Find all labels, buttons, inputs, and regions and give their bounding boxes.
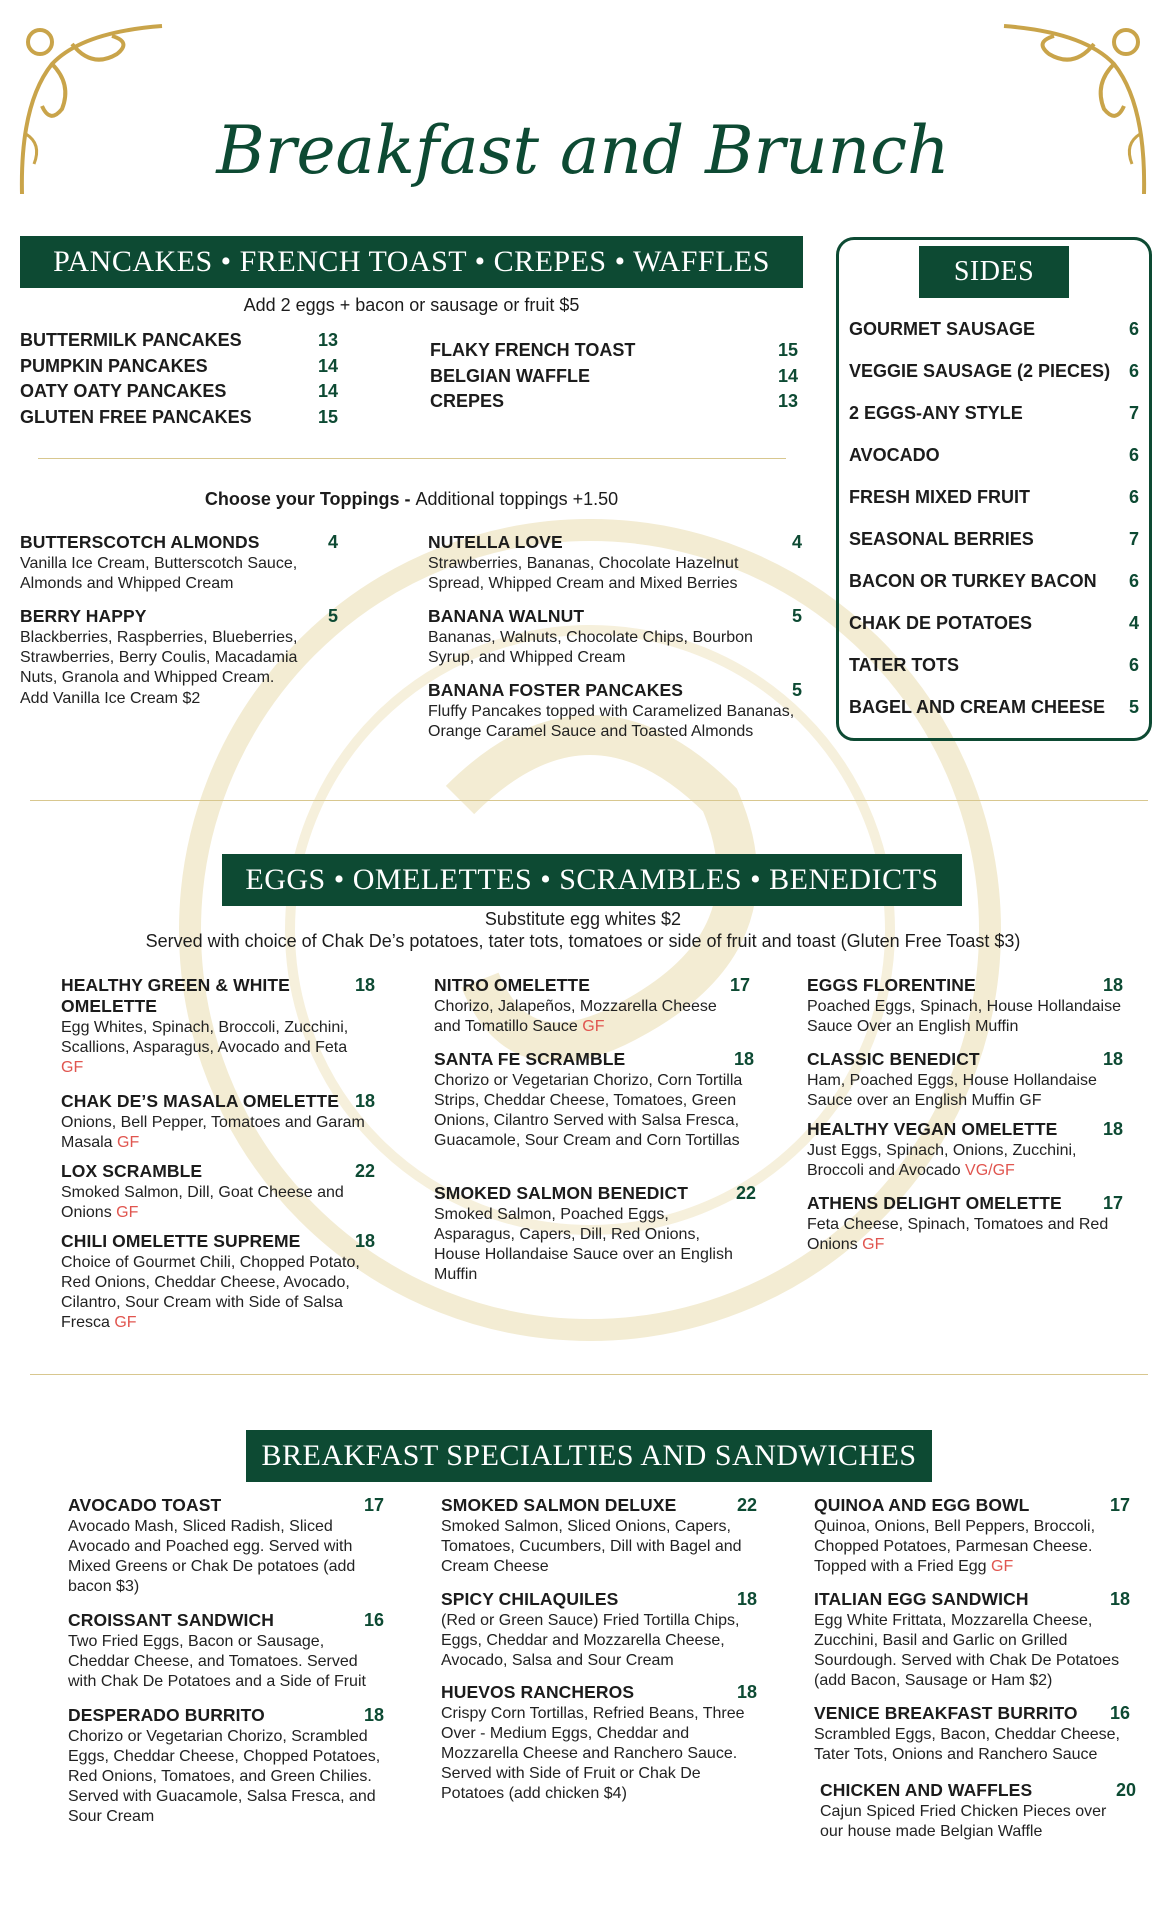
list-item xyxy=(849,529,1139,550)
item-price: 20 xyxy=(1115,1780,1136,1800)
description-text: Onions, Bell Pepper, Tomatoes and Garam Masala xyxy=(61,1114,365,1151)
item-name: AVOCADO TOAST xyxy=(68,1495,222,1515)
item-name: VENICE BREAKFAST BURRITO xyxy=(814,1703,1078,1723)
item-price: 18 xyxy=(1102,975,1123,995)
item-price: 18 xyxy=(1102,1049,1123,1069)
eggs-note-1: Substitute egg whites $2 xyxy=(484,909,682,929)
item-description: Smoked Salmon, Poached Eggs, Asparagus, Capers, Dill, Red Onions, House Hollandaise Sauce over an English Muffin xyxy=(434,1206,733,1283)
item-price: 22 xyxy=(736,1495,757,1515)
item-price: 5 xyxy=(1128,697,1139,717)
eggs-note-2: Served with choice of Chak De’s potatoes, tater tots, tomatoes or side of fruit and toast (Gluten Free Toast $3) xyxy=(145,931,1021,951)
item-name: SPICY CHILAQUILES xyxy=(441,1589,619,1609)
gf-badge: GF xyxy=(991,1558,1014,1575)
item-name: FLAKY FRENCH TOAST xyxy=(430,340,636,360)
item-description xyxy=(61,1253,371,1333)
list-item xyxy=(430,391,798,417)
item-description xyxy=(61,1113,375,1153)
item-name: CHICKEN AND WAFFLES xyxy=(820,1780,1033,1800)
divider xyxy=(30,1374,1148,1375)
item-price: 18 xyxy=(1109,1589,1130,1609)
item-name: VEGGIE SAUSAGE (2 PIECES) xyxy=(849,361,1111,381)
item-description: Two Fried Eggs, Bacon or Sausage, Cheddar Cheese, and Tomatoes. Served with Chak De Potatoes and a Side of Fruit xyxy=(68,1633,366,1690)
item-name: NITRO OMELETTE xyxy=(434,975,590,995)
item-name: QUINOA AND EGG BOWL xyxy=(814,1495,1030,1515)
list-item xyxy=(849,697,1139,718)
item-price: 18 xyxy=(354,1231,375,1251)
menu-item xyxy=(434,1049,754,1151)
item-price: 14 xyxy=(317,381,338,401)
item-name: GLUTEN FREE PANCAKES xyxy=(20,406,252,427)
description-text: Choice of Gourmet Chili, Chopped Potato, Red Onions, Cheddar Cheese, Avocado, Cilantro, Sour Cream with Side of Salsa Fresca xyxy=(61,1254,360,1331)
toppings-label-bold: Choose your Toppings - xyxy=(204,489,416,509)
sides-panel xyxy=(836,237,1152,741)
item-name: NUTELLA LOVE xyxy=(428,532,563,552)
item-description: Poached Eggs, Spinach, House Hollandaise Sauce Over an English Muffin xyxy=(807,998,1121,1035)
pancakes-left-list xyxy=(20,330,338,432)
list-item xyxy=(20,356,338,382)
item-price: 4 xyxy=(791,532,802,552)
item-description xyxy=(434,997,734,1037)
item-price: 6 xyxy=(1128,487,1139,507)
item-extra: Add Vanilla Ice Cream $2 xyxy=(20,690,201,707)
item-price: 18 xyxy=(1102,1119,1123,1139)
menu-item xyxy=(441,1589,757,1671)
item-price: 6 xyxy=(1128,319,1139,339)
item-price: 5 xyxy=(791,606,802,626)
item-description xyxy=(807,1215,1117,1255)
list-item xyxy=(20,330,338,356)
item-name: CHAK DE POTATOES xyxy=(849,613,1033,633)
item-price: 4 xyxy=(1128,613,1139,633)
item-price: 18 xyxy=(354,1091,375,1111)
item-description xyxy=(61,1183,351,1223)
item-name: CHAK DE’S MASALA OMELETTE xyxy=(61,1091,339,1111)
item-price: 7 xyxy=(1128,529,1139,549)
item-name: BANANA FOSTER PANCAKES xyxy=(428,680,683,700)
page-title: Breakfast and Brunch xyxy=(216,112,950,189)
item-description: Vanilla Ice Cream, Butterscotch Sauce, Almonds and Whipped Cream xyxy=(20,555,298,592)
menu-item xyxy=(20,532,338,594)
item-description xyxy=(814,1517,1114,1577)
pancakes-right-list xyxy=(430,340,798,417)
item-name: HEALTHY GREEN & WHITE OMELETTE xyxy=(61,975,290,1016)
item-price: 22 xyxy=(354,1161,375,1181)
menu-item xyxy=(807,975,1123,1037)
item-description: Chorizo or Vegetarian Chorizo, Scrambled Eggs, Cheddar Cheese, Chopped Potatoes, Red Onions, Tomatoes, and Green Chilies. Served with Guacamole, Salsa Fresca, and Sour Cream xyxy=(68,1728,381,1825)
description-text: Quinoa, Onions, Bell Peppers, Broccoli, Chopped Potatoes, Parmesan Cheese. Topped with a Fried Egg xyxy=(814,1518,1096,1575)
menu-item xyxy=(68,1705,384,1827)
item-description xyxy=(807,1141,1097,1181)
list-item xyxy=(849,655,1139,676)
item-name: SMOKED SALMON BENEDICT xyxy=(434,1183,689,1203)
description-text: Feta Cheese, Spinach, Tomatoes and Red Onions xyxy=(807,1216,1109,1253)
menu-item xyxy=(441,1682,757,1804)
item-description: Fluffy Pancakes topped with Caramelized Bananas, Orange Caramel Sauce and Toasted Almonds xyxy=(428,703,795,740)
toppings-label-rest: Additional toppings +1.50 xyxy=(415,489,619,509)
divider xyxy=(38,458,786,459)
list-item xyxy=(849,403,1139,424)
list-item xyxy=(849,487,1139,508)
list-item xyxy=(849,361,1139,382)
menu-item xyxy=(814,1589,1130,1691)
item-price: 17 xyxy=(729,975,750,995)
pancakes-note: Add 2 eggs + bacon or sausage or fruit $5 xyxy=(243,295,580,315)
item-price: 6 xyxy=(1128,571,1139,591)
item-name: BAGEL AND CREAM CHEESE xyxy=(849,697,1106,717)
item-price: 18 xyxy=(733,1049,754,1069)
gf-badge: GF xyxy=(582,1018,605,1035)
item-price: 18 xyxy=(736,1589,757,1609)
item-price: 16 xyxy=(363,1610,384,1630)
menu-item xyxy=(434,1183,756,1285)
menu-item xyxy=(61,1231,375,1333)
item-name: GOURMET SAUSAGE xyxy=(849,319,1036,339)
item-name: HEALTHY VEGAN OMELETTE xyxy=(807,1119,1058,1139)
menu-item xyxy=(807,1193,1123,1255)
gf-badge: GF xyxy=(61,1059,84,1076)
description-text: Egg Whites, Spinach, Broccoli, Zucchini, Scallions, Asparagus, Avocado and Feta xyxy=(61,1019,349,1056)
item-price: 5 xyxy=(327,606,338,626)
list-item xyxy=(849,571,1139,592)
item-description: Blackberries, Raspberries, Blueberries, Strawberries, Berry Coulis, Macadamia Nuts, Granola and Whipped Cream. xyxy=(20,629,298,686)
item-price: 15 xyxy=(317,406,338,427)
item-description: Egg White Frittata, Mozzarella Cheese, Zucchini, Basil and Garlic on Grilled Sourdough. Served with Chak De Potatoes (add Bacon, Sausage or Ham $2) xyxy=(814,1612,1120,1689)
item-description: Smoked Salmon, Sliced Onions, Capers, Tomatoes, Cucumbers, Dill with Bagel and Cream Cheese xyxy=(441,1518,742,1575)
list-item xyxy=(430,366,798,392)
item-description: Strawberries, Bananas, Chocolate Hazelnut Spread, Whipped Cream and Mixed Berries xyxy=(428,555,739,592)
menu-item xyxy=(434,975,750,1037)
item-price: 16 xyxy=(1109,1703,1130,1723)
menu-item xyxy=(814,1495,1130,1577)
item-name: CLASSIC BENEDICT xyxy=(807,1049,980,1069)
menu-item xyxy=(807,1119,1123,1181)
menu-item xyxy=(61,975,375,1078)
description-text: Just Eggs, Spinach, Onions, Zucchini, Broccoli and Avocado xyxy=(807,1142,1077,1179)
item-name: SMOKED SALMON DELUXE xyxy=(441,1495,677,1515)
item-name: HUEVOS RANCHEROS xyxy=(441,1682,635,1702)
item-price: 22 xyxy=(735,1183,756,1203)
item-name: BERRY HAPPY xyxy=(20,606,147,626)
menu-item xyxy=(814,1703,1130,1765)
description-text: Smoked Salmon, Dill, Goat Cheese and Onions xyxy=(61,1184,344,1221)
gf-badge: GF xyxy=(117,1134,140,1151)
eggs-header: EGGS • OMELETTES • SCRAMBLES • BENEDICTS xyxy=(222,854,962,906)
item-description: (Red or Green Sauce) Fried Tortilla Chips, Eggs, Cheddar and Mozzarella Cheese, Avocado, Salsa and Sour Cream xyxy=(441,1612,740,1669)
item-price: 13 xyxy=(317,330,338,350)
item-name: FRESH MIXED FRUIT xyxy=(849,487,1031,507)
item-price: 6 xyxy=(1128,361,1139,381)
item-description: Crispy Corn Tortillas, Refried Beans, Three Over - Medium Eggs, Cheddar and Mozzarella Cheese and Ranchero Sauce. Served with Side of Fruit or Chak De Potatoes (add chicken $4) xyxy=(441,1705,745,1802)
item-name: CREPES xyxy=(430,391,505,411)
item-price: 14 xyxy=(777,365,798,386)
item-description: Cajun Spiced Fried Chicken Pieces over our house made Belgian Waffle xyxy=(820,1803,1107,1840)
item-description: Avocado Mash, Sliced Radish, Sliced Avocado and Poached egg. Served with Mixed Greens or Chak De potatoes (add bacon $3) xyxy=(68,1518,356,1595)
item-name: SANTA FE SCRAMBLE xyxy=(434,1049,626,1069)
item-name: TATER TOTS xyxy=(849,655,959,675)
gf-badge: GF xyxy=(114,1314,137,1331)
item-price: 6 xyxy=(1128,445,1139,465)
list-item xyxy=(20,407,338,433)
item-name: BANANA WALNUT xyxy=(428,606,585,626)
item-price: 15 xyxy=(777,340,798,360)
item-name: 2 EGGS-ANY STYLE xyxy=(849,403,1023,423)
item-description: Bananas, Walnuts, Chocolate Chips, Bourbon Syrup, and Whipped Cream xyxy=(428,629,753,666)
item-price: 17 xyxy=(1109,1495,1130,1515)
menu-item xyxy=(68,1610,384,1692)
item-name: ITALIAN EGG SANDWICH xyxy=(814,1589,1029,1609)
item-price: 13 xyxy=(777,391,798,411)
gf-badge: GF xyxy=(862,1236,885,1253)
item-description xyxy=(61,1018,375,1078)
item-price: 14 xyxy=(317,355,338,376)
menu-item xyxy=(428,532,802,594)
toppings-label xyxy=(20,489,803,510)
item-price: 7 xyxy=(1128,403,1139,423)
item-name: CHILI OMELETTE SUPREME xyxy=(61,1231,301,1251)
item-price: 18 xyxy=(363,1705,384,1725)
menu-item xyxy=(61,1091,375,1153)
item-description: Chorizo or Vegetarian Chorizo, Corn Tortilla Strips, Cheddar Cheese, Tomatoes, Green Onions, Cilantro Served with Salsa Fresca, Guacamole, Sour Cream and Corn Tortillas xyxy=(434,1072,743,1149)
menu-item xyxy=(428,606,802,668)
sides-header: SIDES xyxy=(919,246,1069,298)
menu-item xyxy=(20,606,338,709)
specialties-header: BREAKFAST SPECIALTIES AND SANDWICHES xyxy=(246,1430,932,1482)
item-name: LOX SCRAMBLE xyxy=(61,1161,203,1181)
gf-badge: GF xyxy=(116,1204,139,1221)
item-name: ATHENS DELIGHT OMELETTE xyxy=(807,1193,1062,1213)
vg-gf-badge: VG/GF xyxy=(965,1162,1015,1179)
menu-item xyxy=(68,1495,384,1597)
item-price: 17 xyxy=(363,1495,384,1515)
list-item xyxy=(849,445,1139,466)
item-name: EGGS FLORENTINE xyxy=(807,975,976,995)
item-name: CROISSANT SANDWICH xyxy=(68,1610,274,1630)
item-name: DESPERADO BURRITO xyxy=(68,1705,265,1725)
list-item xyxy=(430,340,798,366)
item-name: AVOCADO xyxy=(849,445,940,465)
menu-item xyxy=(807,1049,1123,1111)
item-price: 17 xyxy=(1102,1193,1123,1213)
item-description: Ham, Poached Eggs, House Hollandaise Sauce over an English Muffin GF xyxy=(807,1072,1097,1109)
menu-item xyxy=(428,680,802,742)
item-price: 5 xyxy=(791,680,802,700)
item-name: OATY OATY PANCAKES xyxy=(20,381,227,401)
list-item xyxy=(849,613,1139,634)
item-price: 4 xyxy=(327,532,338,552)
item-price: 18 xyxy=(354,975,375,995)
divider xyxy=(30,800,1148,801)
item-name: BUTTERSCOTCH ALMONDS xyxy=(20,532,260,552)
item-name: BUTTERMILK PANCAKES xyxy=(20,330,242,350)
menu-item xyxy=(441,1495,757,1577)
menu-item xyxy=(820,1780,1136,1842)
item-price: 6 xyxy=(1128,655,1139,675)
item-description: Scrambled Eggs, Bacon, Cheddar Cheese, Tater Tots, Onions and Ranchero Sauce xyxy=(814,1726,1120,1763)
item-price: 18 xyxy=(736,1682,757,1702)
menu-item xyxy=(61,1161,375,1223)
list-item xyxy=(20,381,338,407)
item-name: SEASONAL BERRIES xyxy=(849,529,1034,549)
description-text: Chorizo, Jalapeños, Mozzarella Cheese and Tomatillo Sauce xyxy=(434,998,717,1035)
pancakes-header: PANCAKES • FRENCH TOAST • CREPES • WAFFLES xyxy=(20,236,803,288)
item-name: BELGIAN WAFFLE xyxy=(430,365,590,386)
item-name: PUMPKIN PANCAKES xyxy=(20,355,208,376)
list-item xyxy=(849,319,1139,340)
item-name: BACON OR TURKEY BACON xyxy=(849,571,1097,591)
